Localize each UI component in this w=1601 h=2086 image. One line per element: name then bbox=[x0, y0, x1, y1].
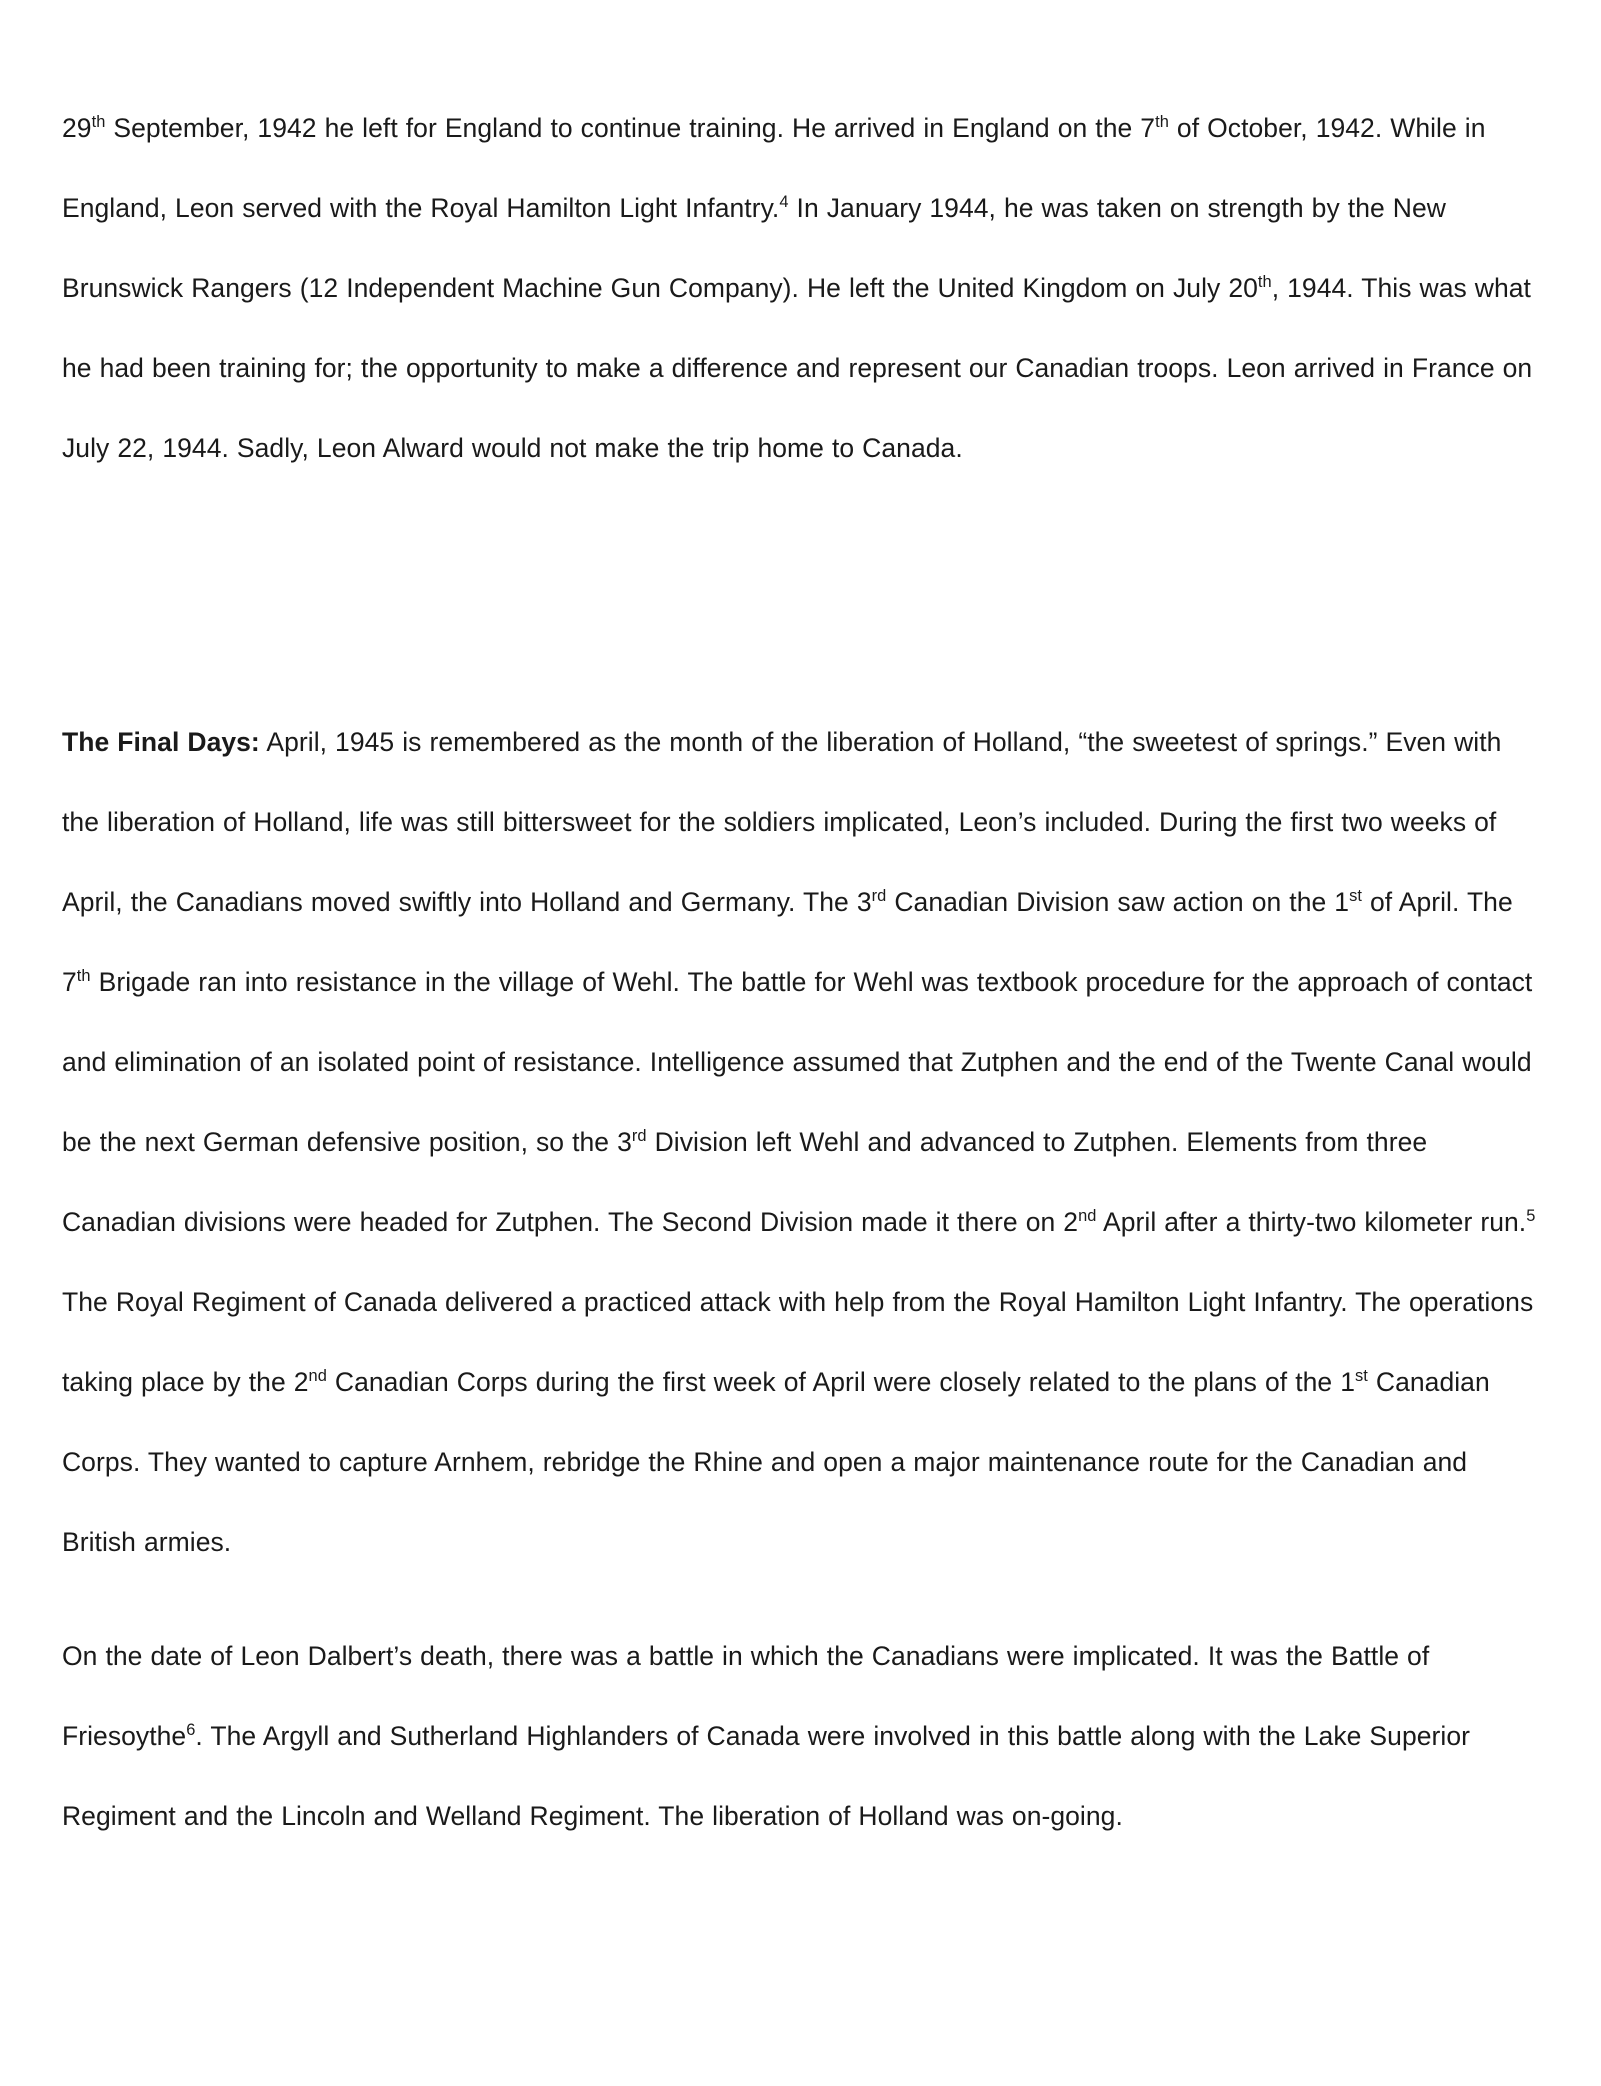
superscript-th: th bbox=[1155, 113, 1169, 132]
superscript-nd: nd bbox=[1078, 1207, 1097, 1226]
superscript-th: th bbox=[1257, 273, 1272, 292]
superscript-4: 4 bbox=[779, 193, 789, 212]
paragraph-spacer-large bbox=[62, 488, 1540, 702]
paragraph-battle-of-friesoythe: On the date of Leon Dalbert’s death, there was a battle in which the Canadians were implicated. It was the Battle of Friesoythe$^6$. The Argyll and Sutherland Highlanders of Canada were involved in this battle along with the Lake Superior Regiment and the Lincoln and Welland Regiment. The liberation of Holland was on-going. bbox=[62, 1641, 1470, 1831]
superscript-rd: rd bbox=[631, 1127, 647, 1146]
document-text-body bbox=[62, 88, 1540, 1856]
paragraph-spacer-small bbox=[62, 1582, 1540, 1616]
superscript-nd: nd bbox=[308, 1367, 327, 1386]
superscript-th: th bbox=[91, 113, 106, 132]
superscript-5: 5 bbox=[1526, 1207, 1536, 1226]
superscript-st: st bbox=[1349, 887, 1362, 906]
paragraph-military-service: 29th September, 1942 he left for England to continue training. He arrived in England on the 7th of October, 1942. While in England, Leon served with the Royal Hamilton Light Infantry.$^4$ In January 1944, he was taken on strength by the New Brunswick Rangers (12 Independent Machine Gun Company). He left the United Kingdom on July 20th, 1944. This was what he had been training for; the opportunity to make a difference and represent our Canadian troops. Leon arrived in France on July 22, 1944. Sadly, Leon Alward would not make the trip home to Canada. bbox=[62, 113, 1533, 463]
superscript-rd: rd bbox=[871, 887, 887, 906]
superscript-st: st bbox=[1355, 1367, 1368, 1386]
superscript-6: 6 bbox=[186, 1721, 196, 1740]
paragraph-final-days: The Final Days: April, 1945 is remembered as the month of the liberation of Holland, “the sweetest of springs.” Even with the liberation of Holland, life was still bittersweet for the soldiers implicated, Leon’s included. During the first two weeks of April, the Canadians moved swiftly into Holland and Germany. The 3rd Canadian Division saw action on the 1st of April. The 7th Brigade ran into resistance in the village of Wehl. The battle for Wehl was textbook procedure for the approach of contact and elimination of an isolated point of resistance. Intelligence assumed that Zutphen and the end of the Twente Canal would be the next German defensive position, so the 3rd Division left Wehl and advanced to Zutphen. Elements from three Canadian divisions were headed for Zutphen. The Second Division made it there on 2nd April after a thirty-two kilometer run.$^5$ The Royal Regiment of Canada delivered a practiced attack with help from the Royal Hamilton Light Infantry. The operations taking place by the 2nd Canadian Corps during the first week of April were closely related to the plans of the 1st Canadian Corps. They wanted to capture Arnhem, rebridge the Rhine and open a major maintenance route for the Canadian and British armies. bbox=[62, 727, 1536, 1557]
paragraph-lead-in-bold: The Final Days: bbox=[62, 727, 260, 757]
superscript-th: th bbox=[76, 967, 91, 986]
